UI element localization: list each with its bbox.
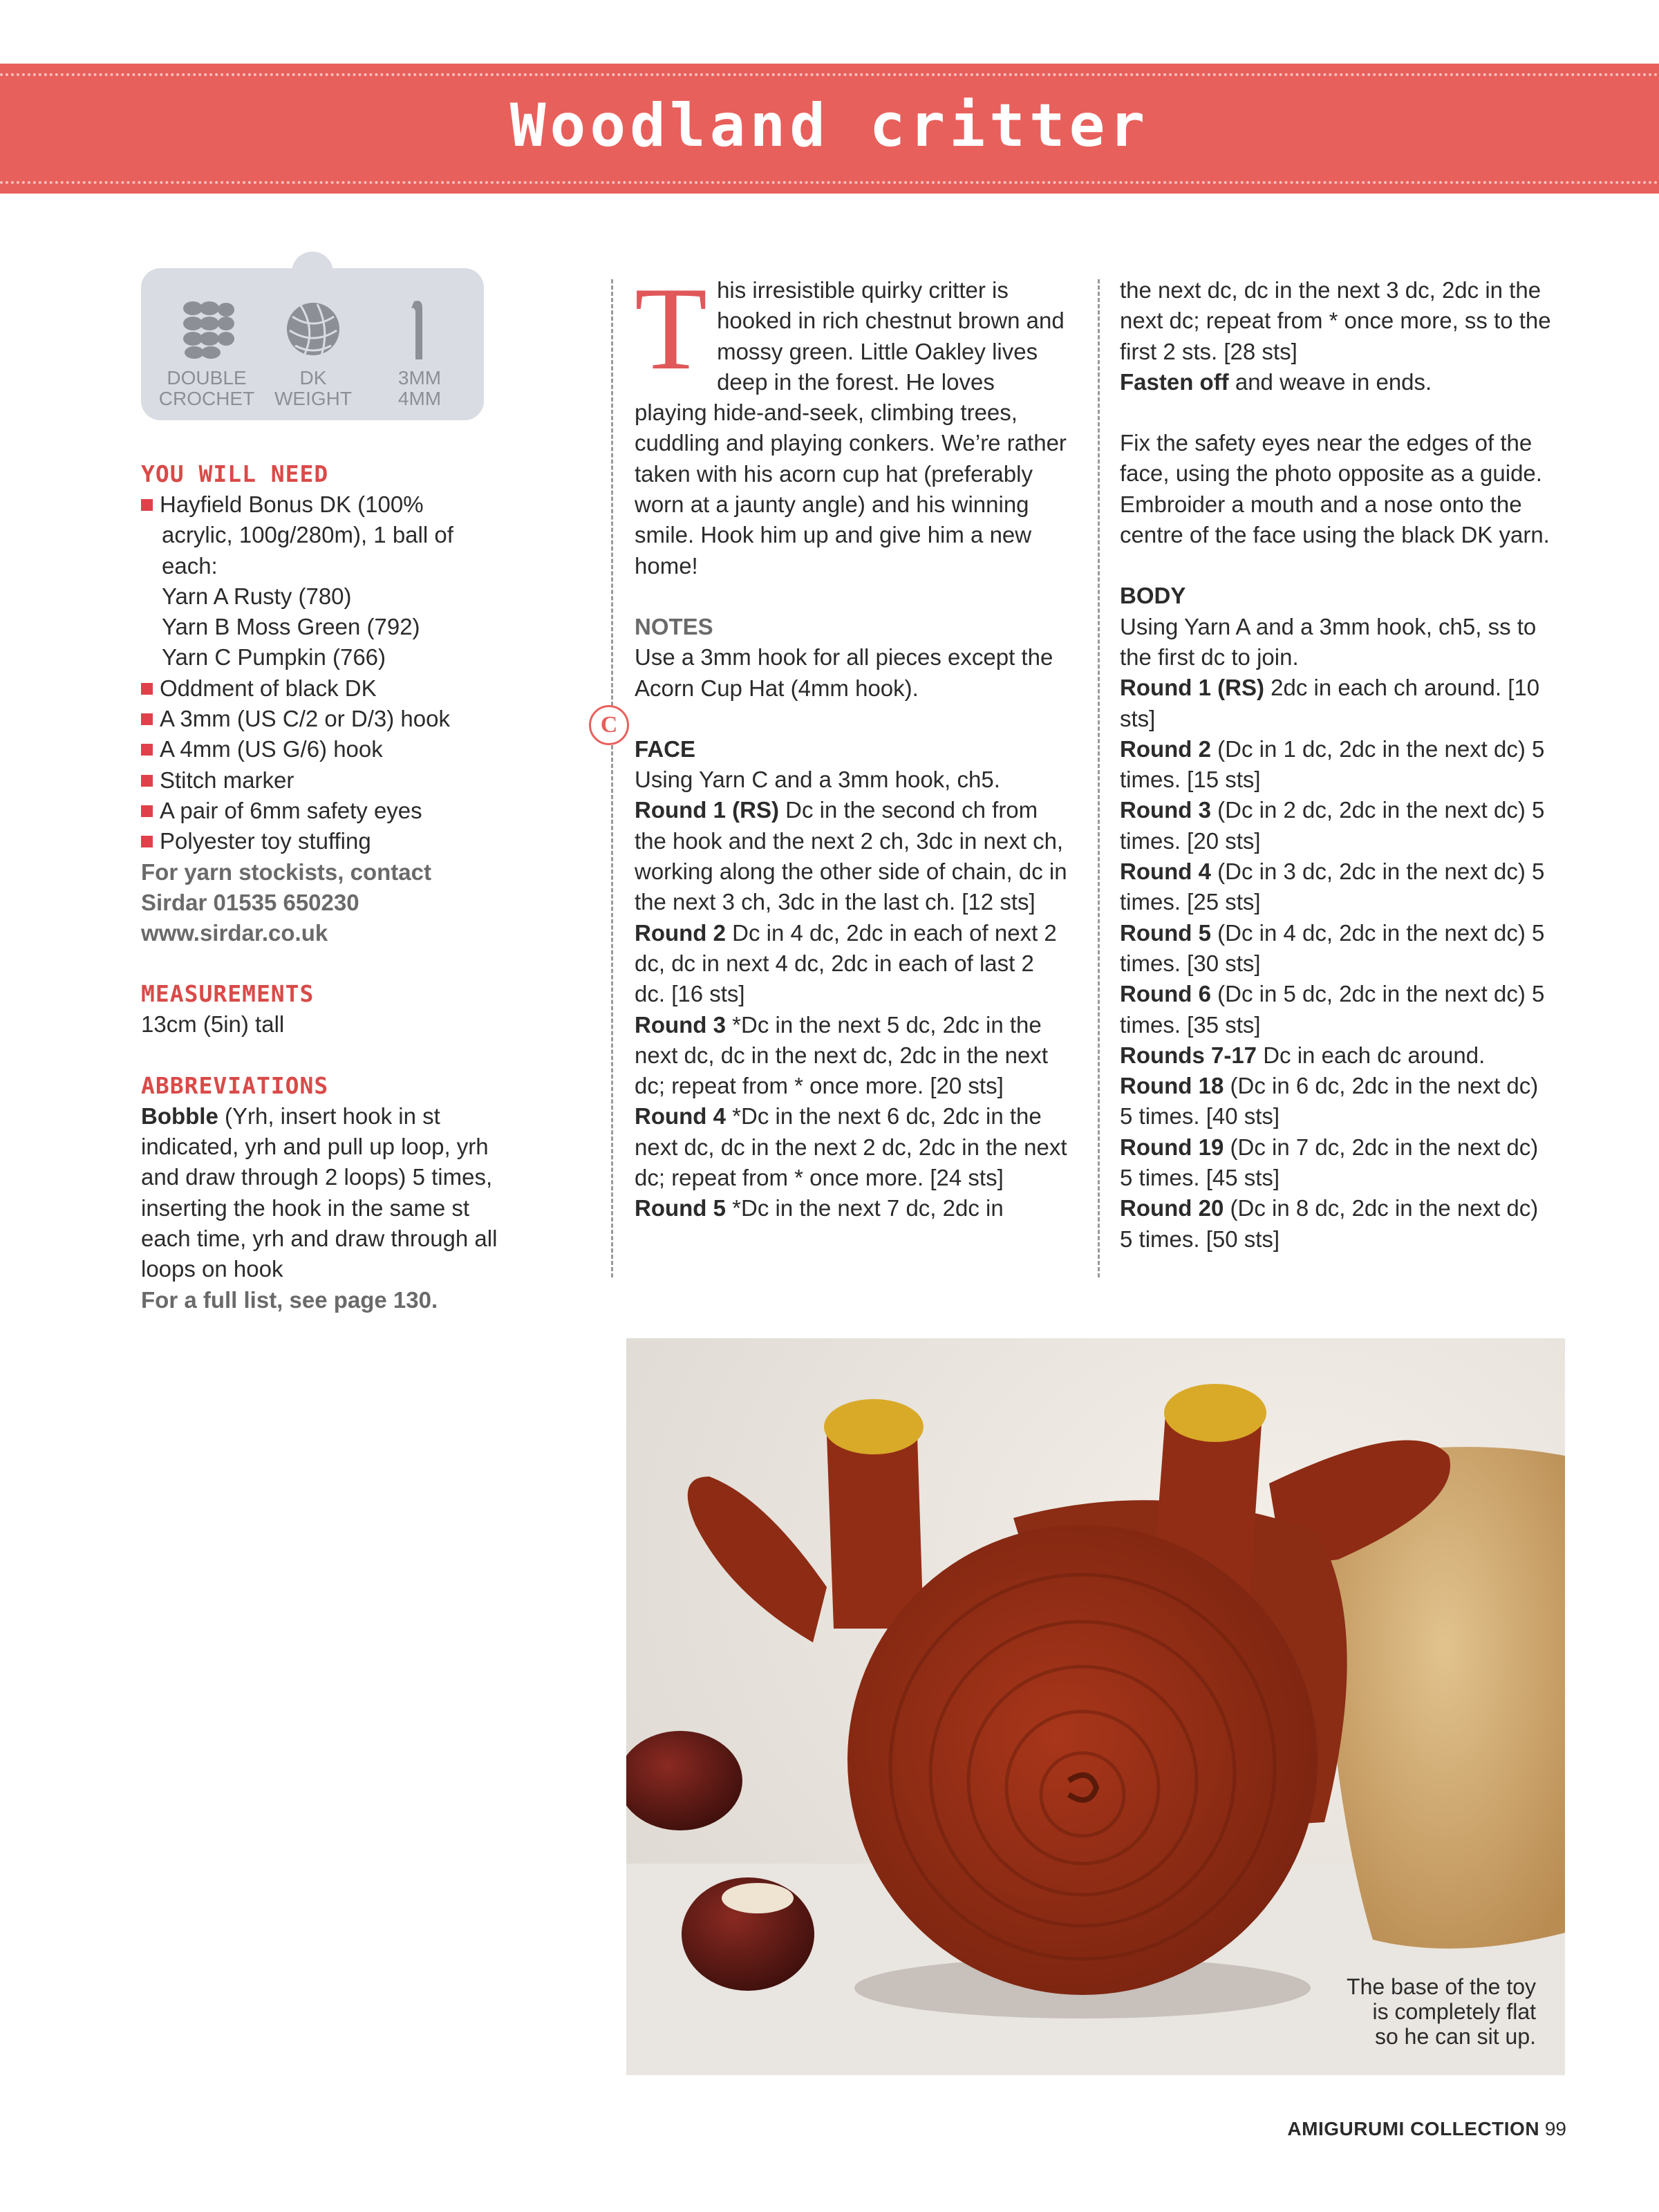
banner-dotted-line-bottom [0, 181, 1659, 184]
notes-text: Use a 3mm hook for all pieces except the Acorn Cup Hat (4mm hook). [635, 644, 1053, 701]
body-heading: BODY [1120, 583, 1186, 609]
drop-cap: T [635, 263, 708, 395]
list-item: Polyester toy stuffing [141, 826, 500, 856]
face-round: Round 1 (RS) Dc in the second ch from the hook and the next 2 ch, 3dc in next ch, working along the other side of chain, dc in the next 3 ch, 3dc in the last ch. [12 sts] [635, 797, 1067, 915]
you-will-need-heading: YOU WILL NEED [141, 460, 329, 487]
measurements-heading: MEASUREMENTS [141, 980, 315, 1008]
list-item: Stitch marker [141, 765, 500, 796]
column-divider [611, 279, 613, 1277]
face-round: Round 5 *Dc in the next 7 dc, 2dc in [635, 1195, 1004, 1221]
banner-dotted-line-top [0, 73, 1659, 76]
body-round: Round 1 (RS) 2dc in each ch around. [10 sts] [1120, 675, 1540, 731]
bullet-icon [141, 744, 153, 756]
page-number: 99 [1544, 2118, 1566, 2139]
list-item: A 3mm (US C/2 or D/3) hook [141, 704, 500, 734]
abbreviation-bobble: Bobble (Yrh, insert hook in st indicated, yrh and pull up loop, yrh and draw through 2 loops) 5 times, inserting the hook in the same st each time, yrh and draw through all loops on hook [141, 1103, 498, 1282]
photo-caption [1347, 1974, 1536, 2049]
measurements-text: 13cm (5in) tall [141, 1011, 285, 1038]
badge-label-line1: DOUBLE [167, 367, 247, 388]
yarn-b: Yarn B Moss Green (792) [162, 614, 420, 640]
badge-item-weight [261, 296, 365, 409]
stockists-info: For yarn stockists, contact Sirdar 01535 650230 www.sirdar.co.uk [141, 859, 431, 946]
badge-item-stitch [155, 296, 259, 409]
body-round: Round 6 (Dc in 5 dc, 2dc in the next dc) 5 times. [35 sts] [1120, 981, 1545, 1038]
pattern-column-3 [1120, 275, 1555, 1255]
badge-tab [292, 252, 333, 285]
caption-line: The base of the toy [1347, 1974, 1536, 1999]
badge-item-hook [368, 296, 471, 409]
face-round: Round 2 Dc in 4 dc, 2dc in each of next 2 dc, dc in next 4 dc, 2dc in each of last 2 dc. [16 sts] [635, 919, 1057, 1007]
column-divider [1098, 279, 1100, 1277]
face-round: Round 3 *Dc in the next 5 dc, 2dc in the next dc, dc in the next dc, 2dc in the next dc; repeat from * once more. [20 sts] [635, 1011, 1049, 1099]
body-round: Rounds 7-17 Dc in each dc around. [1120, 1042, 1485, 1068]
bullet-icon [141, 836, 153, 847]
crochet-toy-illustration [626, 1338, 1565, 2075]
abbreviations-heading: ABBREVIATIONS [141, 1071, 329, 1099]
materials-column [141, 459, 500, 1315]
pattern-column-2 [635, 263, 1069, 1224]
intro-paragraph: This irresistible quirky critter is hooked in rich chestnut brown and mossy green. Little Oakley lives deep in the forest. He loves playing hide-and-seek, climbing trees, cuddling and playing conkers. We’re rather taken with his acorn cup hat (preferably worn at a jaunty angle) and his winning smile. Hook him up and give him a new home! [635, 263, 1067, 579]
magazine-name: AMIGURUMI COLLECTION [1287, 2118, 1540, 2139]
yarn-ball-icon [280, 296, 346, 362]
caption-line: is completely flat [1372, 1999, 1536, 2024]
notes-heading: NOTES [635, 613, 713, 639]
badge-label-line1: 3MM [397, 367, 442, 388]
list-item: Hayfield Bonus DK (100% acrylic, 100g/280m), 1 ball of each: [141, 489, 500, 581]
badge-label-line2: CROCHET [158, 388, 255, 409]
critter-photo [626, 1338, 1565, 2075]
bullet-icon [141, 805, 153, 817]
page-footer [1287, 2118, 1566, 2140]
body-round: Round 18 (Dc in 6 dc, 2dc in the next dc) 5 times. [40 sts] [1120, 1073, 1539, 1130]
list-item: Oddment of black DK [141, 673, 500, 704]
face-round-continuation: the next dc, dc in the next 3 dc, 2dc in the next dc; repeat from * once more, ss to the first 2 sts. [28 sts] [1120, 277, 1551, 364]
yarn-c: Yarn C Pumpkin (766) [162, 644, 386, 671]
body-intro: Using Yarn A and a 3mm hook, ch5, ss to the first dc to join. [1120, 613, 1537, 670]
bullet-icon [141, 713, 153, 725]
badge-label-line2: 4MM [397, 388, 442, 409]
list-item: A pair of 6mm safety eyes [141, 796, 500, 826]
caption-line: so he can sit up. [1374, 2024, 1536, 2049]
body-round: Round 2 (Dc in 1 dc, 2dc in the next dc) 5 times. [15 sts] [1120, 735, 1545, 793]
stitch-icon [174, 296, 240, 362]
full-list-reference: For a full list, see page 130. [141, 1286, 438, 1313]
badge-label-line2: WEIGHT [274, 388, 352, 409]
body-round: Round 4 (Dc in 3 dc, 2dc in the next dc) 5 times. [25 sts] [1120, 859, 1545, 915]
bullet-icon [141, 683, 153, 695]
eyes-instructions: Fix the safety eyes near the edges of the face, using the photo opposite as a guide. Embroider a mouth and a nose onto the centre of the face using the black DK yarn. [1120, 430, 1550, 548]
body-round: Round 20 (Dc in 8 dc, 2dc in the next dc) 5 times. [50 sts] [1120, 1195, 1539, 1252]
page-title: Woodland critter [509, 91, 1150, 160]
face-heading: FACE [635, 735, 696, 762]
body-round: Round 3 (Dc in 2 dc, 2dc in the next dc) 5 times. [20 sts] [1120, 797, 1545, 854]
face-round: Round 4 *Dc in the next 6 dc, 2dc in the next dc, dc in the next 2 dc, 2dc in the next dc; repeat from * once more. [24 sts] [635, 1103, 1067, 1191]
body-round: Round 19 (Dc in 7 dc, 2dc in the next dc) 5 times. [45 sts] [1120, 1134, 1539, 1191]
section-c-marker: C [589, 705, 629, 745]
title-banner [0, 64, 1659, 194]
bullet-icon [141, 499, 153, 511]
list-item: A 4mm (US G/6) hook [141, 734, 500, 765]
bullet-icon [141, 775, 153, 787]
hook-icon [386, 296, 453, 362]
fasten-off: Fasten off and weave in ends. [1120, 368, 1432, 395]
yarn-a: Yarn A Rusty (780) [162, 583, 352, 609]
face-intro: Using Yarn C and a 3mm hook, ch5. [635, 767, 1000, 793]
skill-badge [141, 268, 484, 420]
body-round: Round 5 (Dc in 4 dc, 2dc in the next dc) 5 times. [30 sts] [1120, 919, 1545, 976]
badge-label-line1: DK [299, 367, 327, 388]
